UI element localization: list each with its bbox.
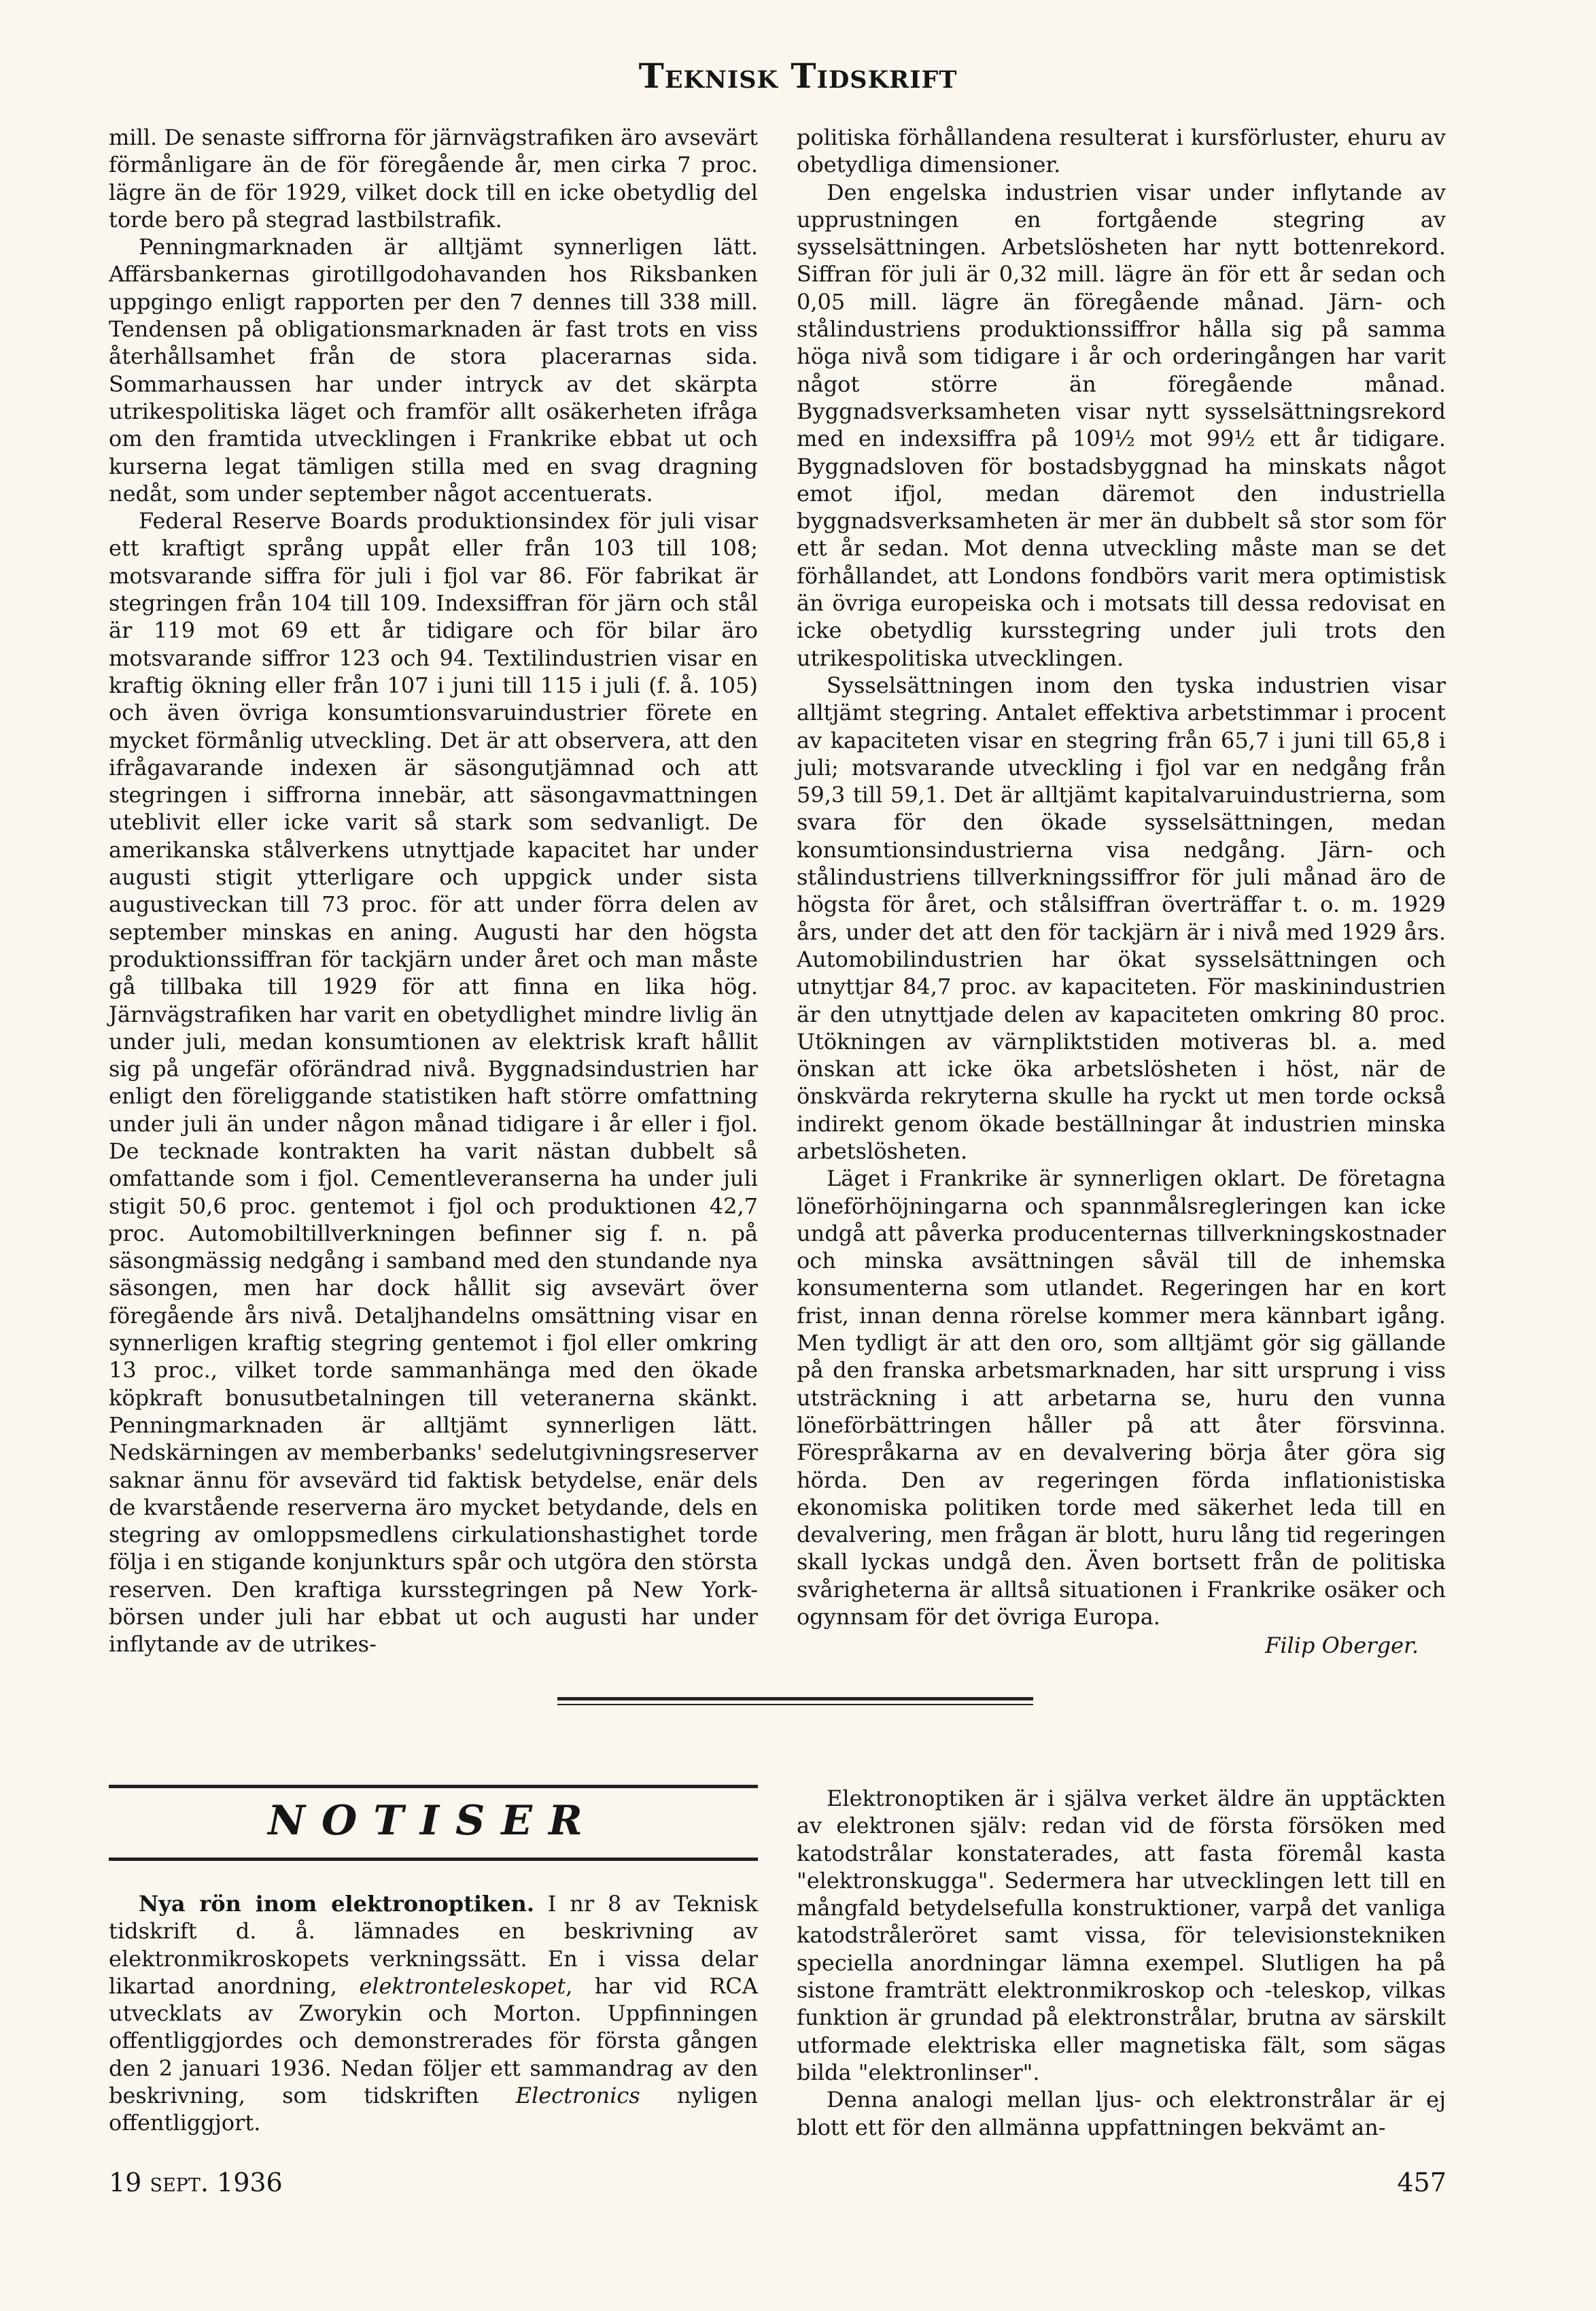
paragraph: Federal Reserve Boards produktionsindex för juli visar ett kraftigt språng uppåt eller från 103 till 108; motsvarande siffra för juli i fjol var 86. För fabrikat är stegringen från 104 till 109. Indexsiffran för järn och stål är 119 mot 69 ett år tidigare och för bilar äro motsvarande siffror 123 och 94. Textilindustrien visar en kraftig ökning eller från 107 i juni till 115 i juli (f. å. 105) och även övriga konsumtionsvaruindustrier förete en mycket förmånlig utveckling. Det är att observera, att den ifrågavarande indexen är säsongutjämnad och att stegringen i siffrorna innebär, att säsongavmattningen uteblivit eller icke varit så stark som sedvanligt. De amerikanska stålverkens utnyttjade kapacitet har under augusti stigit ytterligare och uppgick under sista augustiveckan till 73 proc. för att under förra delen av september minskas en aning. Augusti har den högsta produktionssiffran för tackjärn under året och man måste gå tillbaka till 1929 för att finna en lika hög. Järnvägstrafiken har varit en obetydlighet mindre livlig än under juli, medan konsumtionen av elektrisk kraft hållit sig på ungefär oförändrad nivå. Byggnadsindustrien har enligt den föreliggande statistiken haft större omfattning under juli än under någon månad tidigare i år eller i fjol. De tecknade kontrakten ha varit nästan dubbelt så omfattande som i fjol. Cementleveranserna ha under juli stigit 50,6 proc. gentemot i fjol och produktionen 42,7 proc. Automobiltillverkningen befinner sig f. n. på säsongmässig nedgång i samband med den stundande nya säsongen, men har dock hållit sig avsevärt över föregående års nivå. Detaljhandelns omsättning visar en synnerligen kraftig stegring gentemot i fjol eller omkring 13 proc., vilket torde sammanhänga med den ökade köpkraft bonusutbetalningen till veteranerna skänkt. Penningmarknaden är alltjämt synnerligen lätt. Nedskärningen av memberbanks' sedelutgivningsreserver saknar ännu för avsevärd tid faktisk betydelse, enär dels de kvarstående reserverna äro mycket betydande, dels en stegring av omloppsmedlens cirkulationshastighet torde följa i en stigande konjunkturs spår och utgöra den största reserven. Den kraftiga kursstegringen på New York-börsen under juli har ebbat ut och augusti har under inflytande av de utrikes- [109,508,758,1658]
article-emphasis: Electronics [515,2083,640,2109]
paragraph [109,1890,758,2137]
footer-date [109,2168,283,2197]
section-divider-thick [557,1697,1033,1700]
paragraph: Denna analogi mellan ljus- och elektronstrålar är ej blott ett för den allmänna uppfattningen bekvämt an- [797,2087,1446,2140]
notiser-top-rule [109,1785,758,1788]
footer-date-day: 19 [109,2168,142,2197]
footer-date-month: sept. [150,2168,209,2197]
article-text: , har vid RCA utvecklats av Zworykin och Morton. Uppfinningen offentliggjordes och demonstrerades för första gången den 2 januari 1936. Nedan följer ett sammandrag av den beskrivning, som tidskriften [109,1972,759,2109]
paragraph: Den engelska industrien visar under inflytande av upprustningen en fortgående stegring av sysselsättningen. Arbetslösheten har nytt bottenrekord. Siffran för juli är 0,32 mill. lägre än för ett år sedan och 0,05 mill. lägre än föregående månad. Järn- och stålindustriens produktionssiffror hålla sig på samma höga nivå som tidigare i år och orderingången har varit något större än föregående månad. Byggnadsverksamheten visar nytt sysselsättningsrekord med en indexsiffra på 109½ mot 99½ ett år tidigare. Byggnadsloven för bostadsbyggnad ha minskats något emot ifjol, medan däremot den industriella byggnadsverksamheten är mer än dubbelt så stor som för ett år sedan. Mot denna utveckling måste man se det förhållandet, att Londons fondbörs varit mera optimistisk än övriga europeiska och i motsats till dessa redovisat en icke obetydlig kursstegring under juli trots den utrikespolitiska utvecklingen. [797,179,1446,671]
paragraph: Elektronoptiken är i själva verket äldre än upptäckten av elektronen själv: redan vid de första försöken med katodstrålar konstaterades, att fasta föremål kasta "elektronskugga". Sedermera har utvecklingen lett till en mångfald betydelsefulla konstruktioner, varpå det vanliga katodstråleröret samt vissa, för televisionstekniken speciella anordningar lämna exempel. Slutligen ha på sistone framträtt elektronmikroskop och -teleskop, vilkas funktion är grundad på elektronstrålar, brutna av särskilt utformade elektriska eller magnetiska fält, som sägas bilda "elektronlinser". [797,1785,1446,2085]
author-signature: Filip Oberger. [1265,1632,1419,1659]
article-emphasis: elektronteleskopet [359,1972,566,1999]
paragraph: Penningmarknaden är alltjämt synnerligen lätt. Affärsbankernas girotillgodohavanden hos Riksbanken uppgingo enligt rapporten per den 7 dennes till 338 mill. Tendensen på obligationsmarknaden är fast trots en viss återhållsamhet från de stora placerarnas sida. Sommarhaussen har under intryck av det skärpta utrikespolitiska läget och framför allt osäkerheten ifråga om den framtida utvecklingen i Frankrike ebbat ut och kurserna legat tämligen stilla med en svag dragning nedåt, som under september något accentuerats. [109,234,758,507]
article-text: I nr 8 av Teknisk tidskrift d. å. lämnades en beskrivning av elektronmikroskopets verkningssätt. En i vissa delar likartad anordning, [109,1891,758,1999]
notiser-heading: NOTISER [268,1797,599,1845]
notiser-bottom-rule [109,1858,758,1861]
column-bottom-right [797,1785,1446,2141]
article-lead: Nya rön inom elektronoptiken. [139,1891,534,1917]
column-top-left [109,124,758,1658]
paragraph: politiska förhållandena resulterat i kursförluster, ehuru av obetydliga dimensioner. [797,124,1446,178]
masthead-title: Teknisk Tidskrift [638,56,958,96]
paragraph: Läget i Frankrike är synnerligen oklart. De företagna löneförhöjningarna och spannmålsregleringen kan icke undgå att påverka producenternas tillverkningskostnader och minska avsättningen såväl till de inhemska konsumenterna som utlandet. Regeringen har en kort frist, innan denna rörelse kommer mera kännbart igång. Men tydligt är att den oro, som alltjämt gör sig gällande på den franska arbetsmarknaden, har sitt ursprung i viss utsträckning i att arbetarna se, huru den vunna löneförbättringen håller på att åter försvinna. Förespråkarna av en devalvering börja åter göra sig hörda. Den av regeringen förda inflationistiska ekonomiska politiken torde med säkerhet leda till en devalvering, men frågan är blott, huru lång tid regeringen skall lyckas undgå den. Även bortsett från de politiska svårigheterna är alltså situationen i Frankrike osäker och ogynnsam för det övriga Europa. [797,1165,1446,1630]
paragraph: mill. De senaste siffrorna för järnvägstrafiken äro avsevärt förmånligare än de för föregående år, men cirka 7 proc. lägre än de för 1929, vilket dock till en icke obetydlig del torde bero på stegrad lastbilstrafik. [109,124,758,233]
paragraph: Sysselsättningen inom den tyska industrien visar alltjämt stegring. Antalet effektiva arbetstimmar i procent av kapaciteten visar en stegring från 65,7 i juni till 65,8 i juli; motsvarande utveckling i fjol var en nedgång från 59,3 till 59,1. Det är alltjämt kapitalvaruindustrierna, som svara för den ökade sysselsättningen, medan konsumtionsindustrierna visa nedgång. Järn- och stålindustriens tillverkningssiffror för juli månad äro de högsta för året, och stålsiffran överträffar t. o. m. 1929 års, under det att den för tackjärn är i nivå med 1929 års. Automobilindustrien har ökat sysselsättningen och utnyttjar 84,7 proc. av kapaciteten. För maskinindustrien är den utnyttjade delen av kapaciteten omkring 80 proc. Utökningen av värnpliktstiden motiveras bl. a. med önskan att icke öka arbetslösheten i höst, när de önskvärda rekryterna skulle ha ryckt ut men torde också indirekt genom ökade beställningar åt industrien minska arbetslösheten. [797,672,1446,1164]
article-text: nyligen offentliggjort. [109,2083,759,2136]
column-top-right [797,124,1446,1660]
section-divider-thin [557,1704,1033,1705]
column-bottom-left [109,1890,758,2137]
page-number: 457 [1397,2168,1446,2197]
footer-date-year: 1936 [217,2168,283,2197]
